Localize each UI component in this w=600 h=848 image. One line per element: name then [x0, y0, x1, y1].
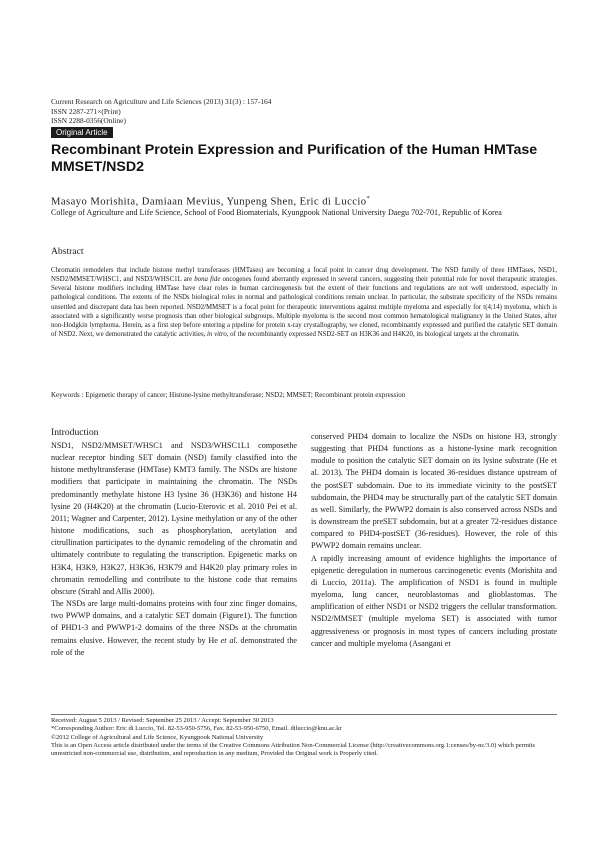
abstract-heading: Abstract: [51, 246, 84, 257]
abstract-italic: in vitro: [207, 331, 227, 339]
paragraph: conserved PHD4 domain to localize the NSDs on histone H3, strongly suggesting that PHD4 functions as a histone-lysine mark recognition module to position the catalytic SET domain on its lysine substrate (He et al. 2013). The PHD4 domain is located 36-residues distance upstream of the postSET subdomain. Due to its immediate vicinity to the postSET subdomain, the PHD4 may be structurally part of the catalytic SET domain as well. Similarly, the PWWP2 domain is also conserved across NSDs and is downstream the preSET subdomain, but at a greater 72-residues distance compared to PHD4-postSET (36-residues). However, the role of this PWWP2 domain remains unclear.: [311, 432, 557, 551]
abstract-body: [51, 266, 557, 339]
paragraph: A rapidly increasing amount of evidence highlights the importance of epigenetic deregulation in numerous carcinogenetic events (Morishita and di Luccio, 2011a). The amplification of NSD1 is found in multiple myeloma, lung cancer, neuroblastomas and glioblastomas. The amplification of either NSD1 or NSD2 triggers the cellular transformation. NSD2/MMSET (multiple myeloma SET) is associated with tumor aggressiveness or prognosis in most types of cancers including prostate cancer and multiple myeloma (Asangani et: [311, 553, 557, 648]
journal-citation: Current Research on Agriculture and Life Sciences (2013) 31(3) : 157-164: [51, 97, 272, 106]
article-type-badge: Original Article: [51, 127, 113, 138]
right-column: [311, 431, 557, 650]
paragraph: NSD1, NSD2/MMSET/WHSC1 and NSD3/WHSC1L1 composethe nuclear receptor binding SET domain (NSD) family classified into the histone methyltransferase (HMTase) KMT3 family. The NSDs are histone modifiers that participate in maintaining the chromatin. The NSDs predominantly methylate histone H3 lysine 36 (H3K36) and histone H4 lysine 20 (H4K20) at the chromatin (Lucio-Eterovic et al. 2010 Pei et al. 2011; Wagner and Carpenter, 2012). Lysine methylation or any of the other histone modifications, such as phosphorylation, acetylation and citrullination participates to the dynamic remodeling of the chromatin and ultimately contribute to regulating the transcription. Epigenetic marks on H3K4, H3K9, H3K27, H3K36, H3K79 and H4K20 play primary roles in chromatin remodelling and contribute to the histone code that remains obscure (Strahl and Allis 2000).: [51, 441, 297, 596]
issn-online: ISSN 2288-0356(Online): [51, 116, 126, 126]
abstract-text: oncogenes found aberrantly expressed in several cancers, suggesting their potential role for novel therapeutic strategies. Several histone modifiers including HMTase have clear roles in human carcinogenesis but the extent of their functions and regulations are not well understood, especially in pathological conditions. The extents of the NSDs biological roles in normal and pathological conditions remain unclear. In particular, the substrate specificity of the NSDs remains unsettled and discrepant data has been reported. NSD2/MMSET is a focal point for therapeutic interventions against multiple myeloma and especially for t(4;14) myeloma, which is associated with a significantly worse prognosis than other biological subgroups. Multiple myeloma is the second most common hematological malignancy in the United States, after non-Hodgkin lymphoma. Herein, as a first step before entering a pipeline for protein x-ray crystallography, we cloned, recombinantly expressed and purified the catalytic SET domain of NSD2. Next, we demonstrated the catalytic activities,: [51, 276, 557, 339]
abstract-italic: bona fide: [194, 276, 221, 284]
paragraph-text: The NSDs are large multi-domains proteins with four zinc finger domains, two PWWP domains, and a catalytic SET domain (Figure1). The function of PHD1-3 and PWWP1-2 domains of the three NSDs at the chromatin remains elusive. However, the recent study by He: [51, 599, 297, 645]
left-column: [51, 426, 297, 659]
section-heading-introduction: Introduction: [51, 427, 99, 438]
footer-notes: [51, 717, 557, 758]
paragraph-text: demonstrated the role of the: [51, 635, 298, 657]
abstract-text: , of the recombinantly expressed NSD2-SET on H3K36 and H4K20, its biological targets at the chromatin.: [226, 331, 520, 339]
received-dates: Received: August 5 2013 / Revised: September 25 2013 / Accept: September 30 2013: [51, 717, 274, 724]
keywords: Keywords : Epigenetic therapy of cancer; Histone-lysine methyltransferase; NSD2; MMSET; Recombinant protein expression: [51, 391, 406, 399]
corresponding-author: *Corresponding Author: Eric di Luccio, Tel. 82-53-950-5756, Fax. 82-53-950-6750, Email. diluccio@knu.ac.kr: [51, 725, 342, 733]
authors-text: Masayo Morishita, Damiaan Mevius, Yunpeng Shen, Eric di Luccio: [51, 196, 367, 208]
paper-title: Recombinant Protein Expression and Purification of the Human HMTase MMSET/NSD2: [51, 142, 538, 175]
license: This is an Open Access article distributed under the terms of the Creative Commons Attribution Non-Commercial License (http://creativecommons.org.1:censes/by-nc/3.0) which permits unrestricted non-commercial use, distribution, and reproduction in any medium, Provided the Original work is Properly cited.: [51, 741, 536, 758]
abstract-text: Chromatin remodelers that include histone methyl transferases (HMTases) are becoming a focal point in cancer drug development. The NSD family of three HMTases, NSD1, NSD2/MMSET/WHSC1, and NSD3/WHSC1L are: [51, 267, 557, 284]
issn-print: ISSN 2287-271×(Print): [51, 106, 121, 116]
affiliation: College of Agriculture and Life Science, School of Food Biomaterials, Kyungpook National University Daegu 702-701, Republic of Korea: [51, 208, 502, 217]
corresponding-mark: *: [366, 195, 370, 202]
footer-divider: [51, 714, 557, 715]
journal-header: [51, 97, 271, 126]
paragraph: [51, 598, 297, 659]
copyright: ©2012 College of Agricultural and Life Science, Kyungpook National University: [51, 733, 264, 741]
paragraph-italic: et al.: [220, 635, 238, 645]
